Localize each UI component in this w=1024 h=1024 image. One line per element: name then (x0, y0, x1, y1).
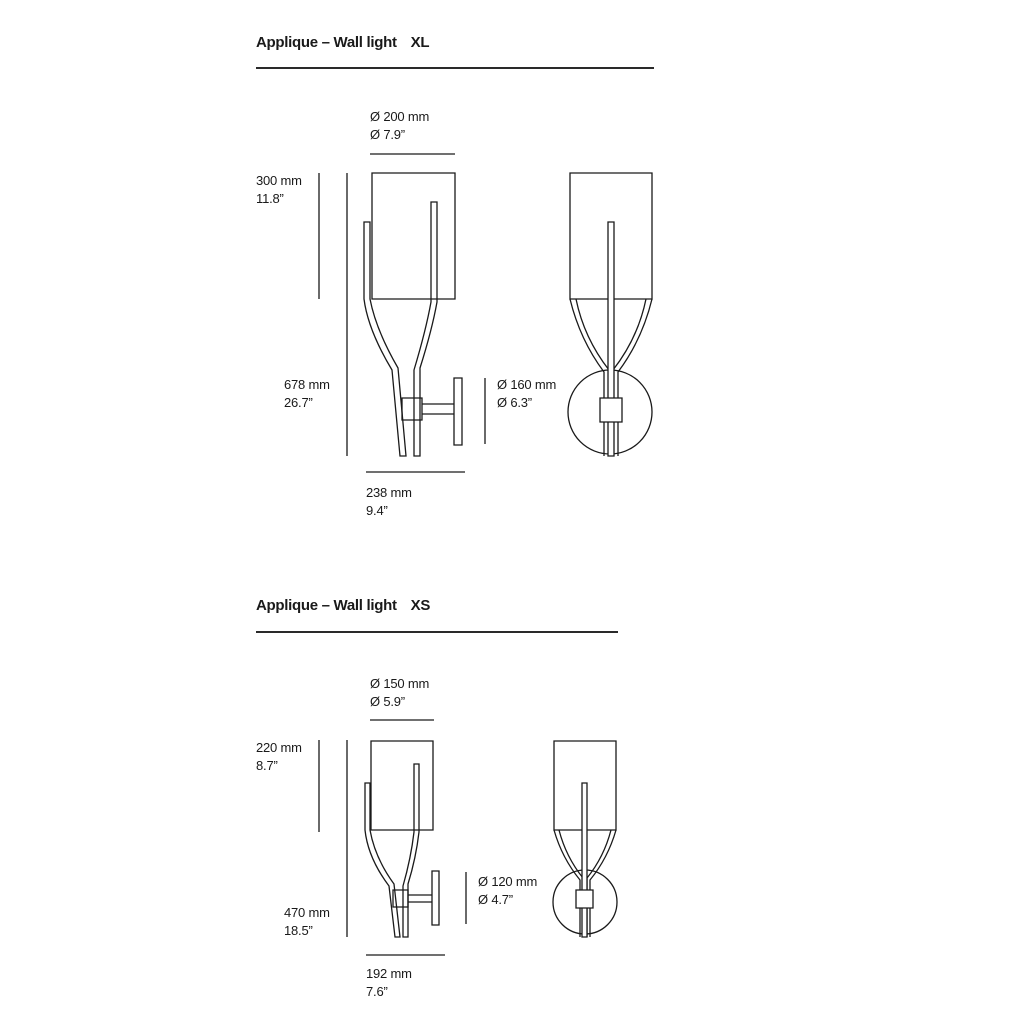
wall-plate (432, 871, 439, 925)
shade-height-label: 300 mm 11.8” (256, 173, 302, 206)
shade-diameter-label: Ø 200 mm Ø 7.9” (370, 109, 430, 142)
total-height-label: 678 mm 26.7” (284, 377, 330, 410)
xs-front-view (553, 741, 617, 937)
size-label: XS (410, 597, 431, 614)
front-arm (403, 764, 419, 937)
base-diameter-label: Ø 160 mm Ø 6.3” (497, 377, 557, 410)
depth-label: 192 mm 7.6” (366, 966, 412, 999)
center-rod (582, 783, 587, 937)
title-text: Applique – Wall light (256, 34, 397, 51)
rear-arm (365, 783, 400, 937)
joint-block (576, 890, 593, 908)
shade-height-label: 220 mm 8.7” (256, 740, 302, 773)
shade-diameter-label: Ø 150 mm Ø 5.9” (370, 676, 430, 709)
xs-side-view (365, 741, 439, 937)
shade-outline (371, 741, 433, 830)
size-label: XL (410, 34, 430, 51)
depth-label: 238 mm 9.4” (366, 485, 412, 518)
total-height-label: 470 mm 18.5” (284, 905, 330, 938)
base-diameter-label: Ø 120 mm Ø 4.7” (478, 874, 538, 907)
title-text: Applique – Wall light (256, 597, 397, 614)
